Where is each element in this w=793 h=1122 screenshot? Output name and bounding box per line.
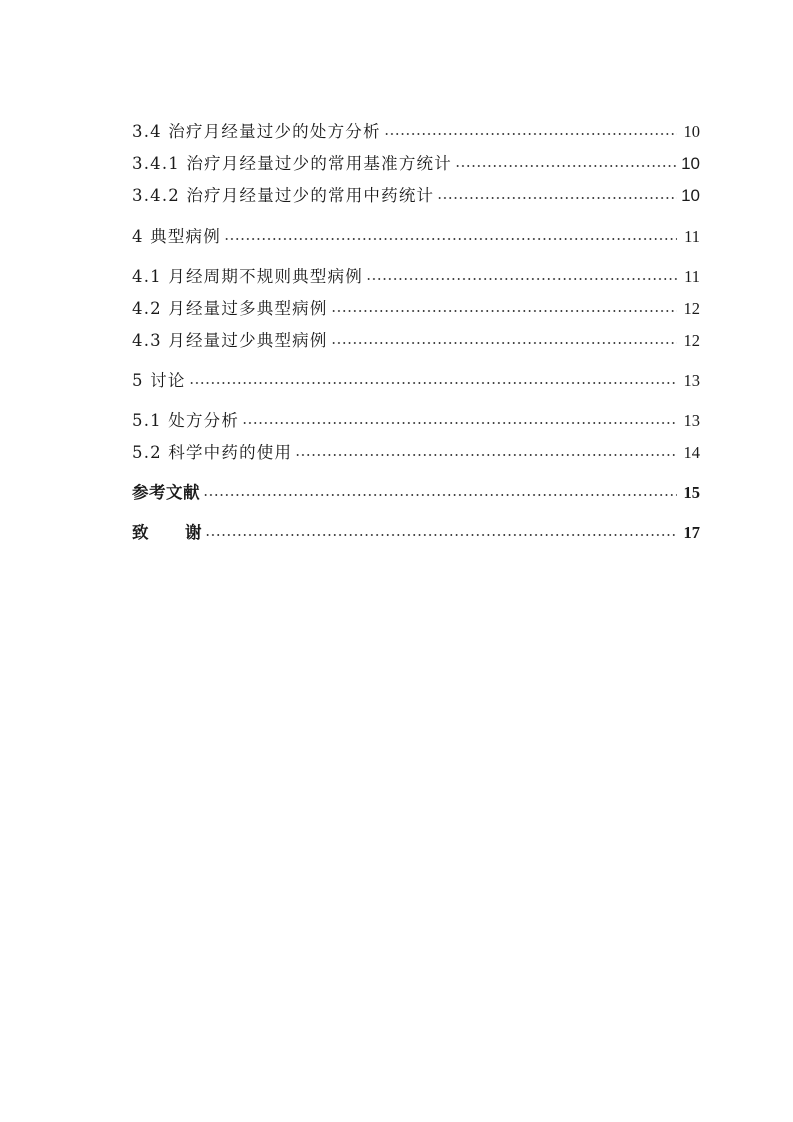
dot-leader [189,370,677,387]
toc-entry[interactable] [132,295,700,321]
toc-entry-label: 4.1 月经周期不规则典型病例 [132,267,363,286]
dot-leader [366,266,677,283]
toc-entry-label: 4 典型病例 [132,227,221,246]
dot-leader [455,153,677,170]
dot-leader [331,298,677,315]
toc-entry[interactable] [132,439,700,465]
toc-page-number: 15 [683,483,700,502]
toc-entry-label-part: 谢 [185,523,202,542]
dot-leader [437,185,677,202]
toc-entry-label: 参考文献 [132,483,200,502]
toc-entry-label: 5 讨论 [132,371,186,390]
toc-entry-label [132,519,202,543]
toc-page-number: 10 [683,122,700,141]
toc-entry[interactable] [132,223,700,249]
toc-entry-label: 4.2 月经量过多典型病例 [132,299,328,318]
toc-page-number: 10 [681,186,700,205]
toc-entry[interactable] [132,150,700,176]
toc-entry[interactable] [132,519,700,545]
toc-entry[interactable] [132,263,700,289]
toc-page-number: 12 [683,299,700,318]
dot-leader [203,482,677,499]
toc-entry[interactable] [132,479,700,505]
toc-entry-label: 3.4 治疗月经量过少的处方分析 [132,122,381,141]
toc-entry[interactable] [132,367,700,393]
toc-page-number: 13 [683,371,700,390]
toc-page-number: 10 [681,154,700,173]
toc-entry-label: 3.4.2 治疗月经量过少的常用中药统计 [132,186,435,205]
toc-page-number: 11 [684,267,700,286]
toc-entry-label: 3.4.1 治疗月经量过少的常用基准方统计 [132,154,452,173]
toc-entry[interactable] [132,327,700,353]
dot-leader [242,410,677,427]
toc-page-number: 14 [683,443,700,462]
toc-entry[interactable] [132,182,700,208]
toc-page-number: 17 [683,523,700,542]
dot-leader [384,121,677,138]
toc-page-number: 11 [684,227,700,246]
toc-entry[interactable] [132,407,700,433]
toc-page-number: 13 [683,411,700,430]
toc-page-number: 12 [683,331,700,350]
toc-entry[interactable] [132,118,700,144]
toc-entry-label: 5.2 科学中药的使用 [132,443,293,462]
dot-leader [295,442,677,459]
toc-entry-label: 4.3 月经量过少典型病例 [132,331,328,350]
toc-entry-label-part: 致 [132,523,149,542]
toc-entry-label: 5.1 处方分析 [132,411,240,430]
dot-leader [331,330,677,347]
dot-leader [224,226,677,243]
dot-leader [205,522,677,539]
